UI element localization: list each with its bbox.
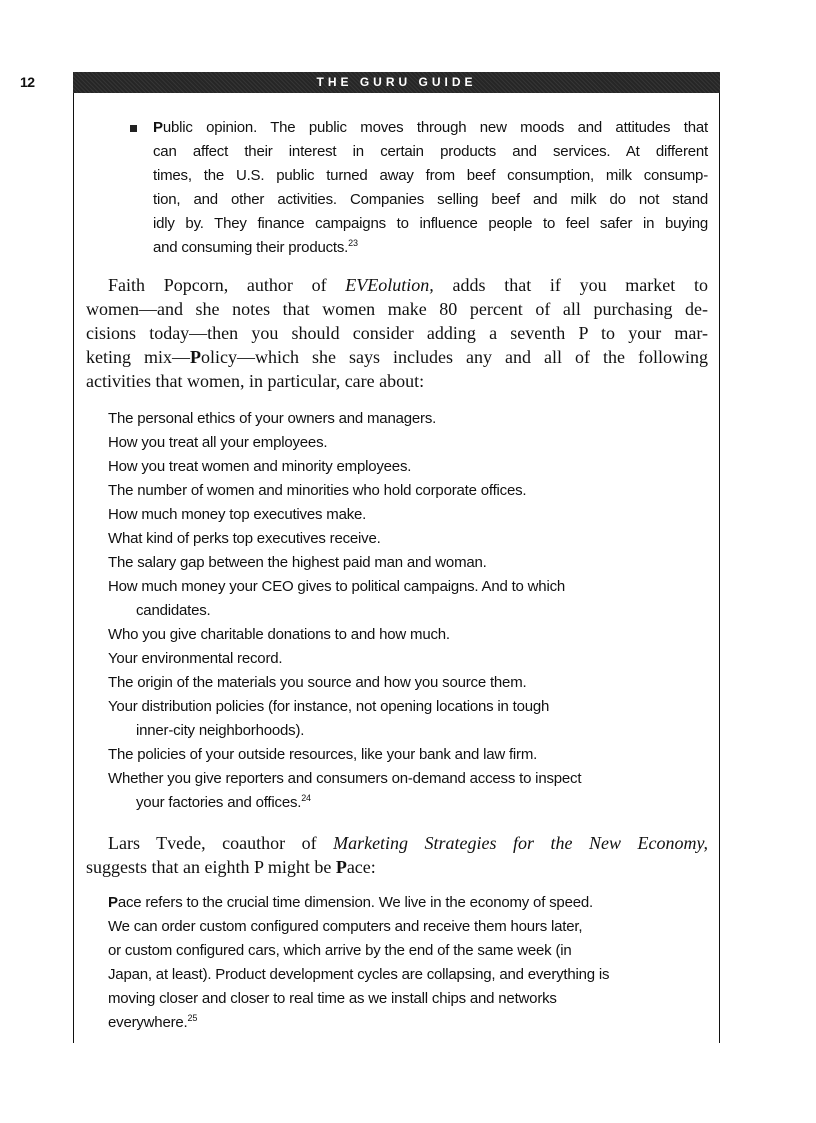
text-run: suggests that an eighth P might be <box>86 857 336 877</box>
faith-block <box>86 273 708 393</box>
text-run: olicy—which she says includes any and all of the following <box>201 347 708 367</box>
text-run: ace: <box>346 857 376 877</box>
page-number: 12 <box>20 74 35 90</box>
text-run: ace refers to the crucial time dimension. We live in the economy of speed. <box>117 894 593 911</box>
text-run: Whether you give reporters and consumers on-demand access to inspect <box>108 770 582 787</box>
italic-title: EVEolution, <box>345 275 434 295</box>
text-run: ublic opinion. The public moves through new moods and attitudes that <box>162 119 708 136</box>
text-run: Who you give charitable donations to and how much. <box>108 626 450 643</box>
text-run: The origin of the materials you source and how you source them. <box>108 674 527 691</box>
text-line <box>86 345 708 369</box>
footnote-ref: 25 <box>187 1013 198 1023</box>
bold-initial: P <box>335 857 347 877</box>
page-frame-right-rule <box>719 93 720 1043</box>
text-run: inner-city neighborhoods). <box>136 722 305 739</box>
text-run: The personal ethics of your owners and managers. <box>108 410 437 427</box>
text-line <box>86 369 708 393</box>
text-line <box>86 831 708 855</box>
text-line <box>108 431 688 455</box>
text-run: The salary gap between the highest paid man and woman. <box>108 554 487 571</box>
text-line <box>108 791 688 815</box>
text-run: adds that if you market to <box>433 275 708 295</box>
text-run: or custom configured cars, which arrive by the end of the same week (in <box>108 942 572 959</box>
text-line <box>108 1011 698 1035</box>
text-line <box>153 212 708 236</box>
text-run: How much money your CEO gives to political campaigns. And to which <box>108 578 566 595</box>
footnote-ref: 24 <box>301 793 311 803</box>
text-run: cisions today—then you should consider adding a seventh P to your mar- <box>86 323 708 343</box>
text-line <box>86 273 708 297</box>
bold-initial: P <box>108 894 118 911</box>
text-run: keting mix— <box>86 347 191 367</box>
text-line <box>153 116 708 140</box>
text-run: How you treat all your employees. <box>108 434 328 451</box>
text-run: moving closer and closer to real time as we install chips and networks <box>108 990 557 1007</box>
pace-block <box>108 891 698 1035</box>
text-run: Japan, at least). Product development cycles are collapsing, and everything is <box>108 966 610 983</box>
text-run: times, the U.S. public turned away from beef consumption, milk consump- <box>153 167 708 184</box>
text-run: Lars Tvede, coauthor of <box>108 833 334 853</box>
text-run: everywhere. <box>108 1014 188 1031</box>
text-line <box>108 599 688 623</box>
text-run: The number of women and minorities who hold corporate offices. <box>108 482 527 499</box>
text-line <box>153 140 708 164</box>
lars-block <box>86 831 708 879</box>
text-line <box>86 855 708 879</box>
text-line <box>108 647 688 671</box>
text-line <box>153 188 708 212</box>
page-frame-left-rule <box>73 93 74 1043</box>
text-run: We can order custom configured computers and receive them hours later, <box>108 918 583 935</box>
text-line <box>108 671 688 695</box>
italic-title: Marketing Strategies for the New Economy, <box>333 833 708 853</box>
text-run: and consuming their products. <box>153 239 349 256</box>
text-run: Your distribution policies (for instance, not opening locations in tough <box>108 698 550 715</box>
text-line <box>108 623 688 647</box>
text-line <box>86 321 708 345</box>
text-run: The policies of your outside resources, like your bank and law firm. <box>108 746 538 763</box>
text-run: Faith Popcorn, author of <box>108 275 346 295</box>
text-run: women—and she notes that women make 80 percent of all purchasing de- <box>86 299 708 319</box>
text-line <box>108 479 688 503</box>
text-line <box>108 767 688 791</box>
text-run: candidates. <box>136 602 211 619</box>
text-run: tion, and other activities. Companies selling beef and milk do not stand <box>153 191 708 208</box>
text-run: your factories and offices. <box>136 794 302 811</box>
text-run: How much money top executives make. <box>108 506 367 523</box>
text-run: idly by. They finance campaigns to influence people to feel safer in buying <box>153 215 708 232</box>
text-line <box>108 743 688 767</box>
text-run: How you treat women and minority employees. <box>108 458 412 475</box>
running-title: THE GURU GUIDE <box>316 75 477 89</box>
text-line <box>86 297 708 321</box>
list-block <box>108 407 688 815</box>
bold-initial: P <box>190 347 202 367</box>
bullet-block <box>153 116 708 260</box>
square-bullet-icon <box>130 125 137 132</box>
text-line <box>108 963 698 987</box>
text-line <box>153 236 708 260</box>
text-line <box>108 527 688 551</box>
text-line <box>153 164 708 188</box>
text-run: can affect their interest in certain products and services. At different <box>153 143 708 160</box>
text-line <box>108 455 688 479</box>
running-header-bar <box>73 72 720 93</box>
footnote-ref: 23 <box>348 238 358 248</box>
text-line <box>108 695 688 719</box>
text-run: What kind of perks top executives receive. <box>108 530 381 547</box>
text-line <box>108 407 688 431</box>
text-line <box>108 891 698 915</box>
text-run: Your environmental record. <box>108 650 283 667</box>
text-run: activities that women, in particular, care about: <box>86 371 425 391</box>
bold-initial: P <box>153 119 163 136</box>
text-line <box>108 575 688 599</box>
text-line <box>108 915 698 939</box>
text-line <box>108 719 688 743</box>
text-line <box>108 987 698 1011</box>
text-line <box>108 939 698 963</box>
text-line <box>108 503 688 527</box>
text-line <box>108 551 688 575</box>
